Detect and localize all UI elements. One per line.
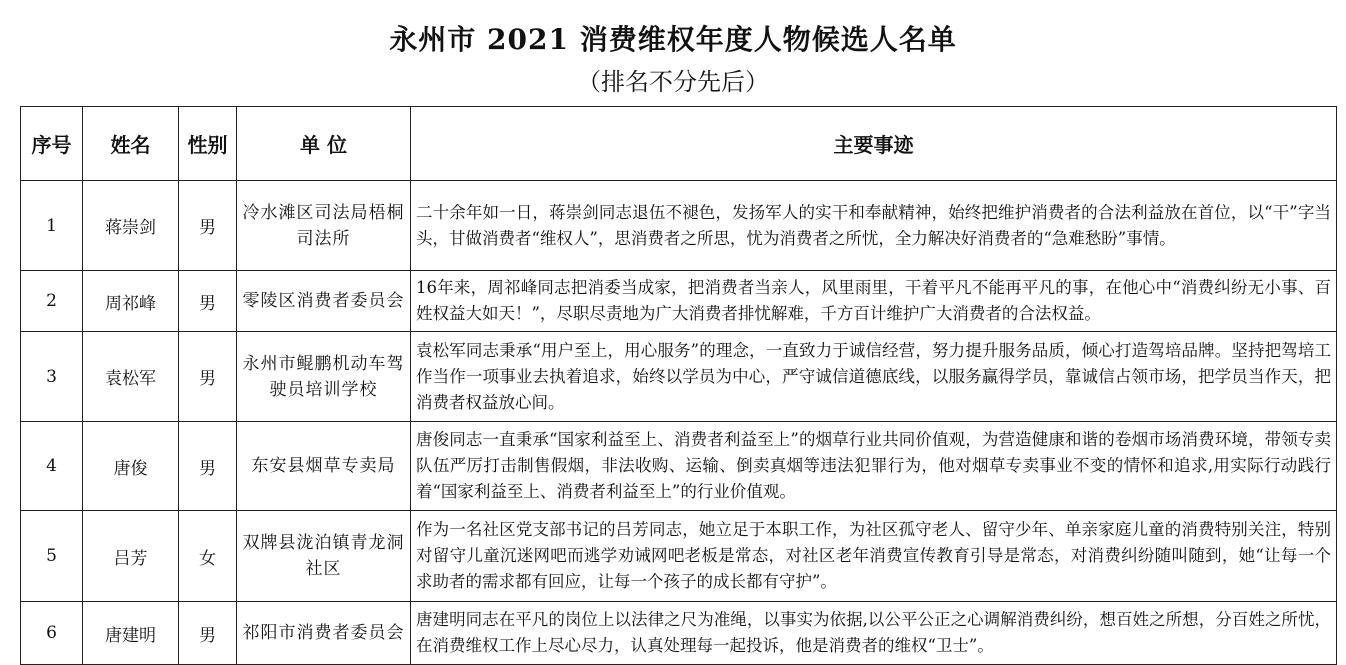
cell-gender: 男 <box>179 181 237 271</box>
header-name: 姓名 <box>83 107 179 181</box>
cell-name: 袁松军 <box>83 332 179 422</box>
cell-gender: 男 <box>179 602 237 665</box>
cell-unit: 冷水滩区司法局梧桐司法所 <box>237 181 411 271</box>
table-row <box>21 602 1337 665</box>
cell-name: 唐建明 <box>83 602 179 665</box>
table-row <box>21 271 1337 332</box>
header-number: 序号 <box>21 107 83 181</box>
cell-story: 唐建明同志在平凡的岗位上以法律之尺为准绳，以事实为依据,以公平公正之心调解消费纠纷，想百姓之所想，分百姓之所忧，在消费维权工作上尽心尽力，认真处理每一起投诉，他是消费者的维权“卫士”。 <box>411 602 1337 665</box>
table-row <box>21 511 1337 602</box>
cell-gender: 男 <box>179 422 237 511</box>
cell-gender: 女 <box>179 511 237 602</box>
cell-number: 4 <box>21 422 83 511</box>
table-row <box>21 181 1337 271</box>
header-gender: 性别 <box>179 107 237 181</box>
candidate-table <box>20 106 1337 665</box>
cell-unit: 双牌县泷泊镇青龙洞社区 <box>237 511 411 602</box>
table-header-row <box>21 107 1337 181</box>
cell-story: 袁松军同志秉承“用户至上，用心服务”的理念，一直致力于诚信经营，努力提升服务品质，倾心打造驾培品牌。坚持把驾培工作当作一项事业去执着追求，始终以学员为中心，严守诚信道德底线，以服务赢得学员，靠诚信占领市场，把学员当作天，把消费者权益放心间。 <box>411 332 1337 422</box>
cell-gender: 男 <box>179 271 237 332</box>
cell-unit: 零陵区消费者委员会 <box>237 271 411 332</box>
cell-unit: 东安县烟草专卖局 <box>237 422 411 511</box>
header-story: 主要事迹 <box>411 107 1337 181</box>
cell-story: 16年来，周祁峰同志把消委当成家，把消费者当亲人，风里雨里，干着平凡不能再平凡的事，在他心中“消费纠纷无小事、百姓权益大如天！”，尽职尽责地为广大消费者排忧解难，千方百计维护广大消费者的合法权益。 <box>411 271 1337 332</box>
cell-name: 吕芳 <box>83 511 179 602</box>
cell-name: 蒋崇剑 <box>83 181 179 271</box>
cell-story: 作为一名社区党支部书记的吕芳同志，她立足于本职工作，为社区孤守老人、留守少年、单亲家庭儿童的消费特别关注，特别对留守儿童沉迷网吧而逃学劝诫网吧老板是常态，对社区老年消费宣传教育引导是常态，对消费纠纷随叫随到，她“让每一个求助者的需求都有回应，让每一个孩子的成长都有守护”。 <box>411 511 1337 602</box>
document-title: 永州市 2021 消费维权年度人物候选人名单 <box>389 23 957 56</box>
cell-number: 2 <box>21 271 83 332</box>
cell-number: 5 <box>21 511 83 602</box>
cell-name: 唐俊 <box>83 422 179 511</box>
table-row <box>21 422 1337 511</box>
cell-unit: 永州市鲲鹏机动车驾驶员培训学校 <box>237 332 411 422</box>
table-row <box>21 332 1337 422</box>
cell-name: 周祁峰 <box>83 271 179 332</box>
cell-unit: 祁阳市消费者委员会 <box>237 602 411 665</box>
cell-number: 1 <box>21 181 83 271</box>
cell-number: 3 <box>21 332 83 422</box>
cell-number: 6 <box>21 602 83 665</box>
header-unit: 单 位 <box>237 107 411 181</box>
cell-story: 唐俊同志一直秉承“国家利益至上、消费者利益至上”的烟草行业共同价值观，为营造健康和谐的卷烟市场消费环境，带领专卖队伍严厉打击制售假烟，非法收购、运输、倒卖真烟等违法犯罪行为，他对烟草专卖事业不变的情怀和追求,用实际行动践行着“国家利益至上、消费者利益至上”的行业价值观。 <box>411 422 1337 511</box>
cell-gender: 男 <box>179 332 237 422</box>
cell-story: 二十余年如一日，蒋崇剑同志退伍不褪色，发扬军人的实干和奉献精神，始终把维护消费者的合法利益放在首位，以“干”字当头，甘做消费者“维权人”，思消费者之所思，忧为消费者之所忧，全力解决好消费者的“急难愁盼”事情。 <box>411 181 1337 271</box>
document-subtitle: （排名不分先后） <box>577 68 769 96</box>
